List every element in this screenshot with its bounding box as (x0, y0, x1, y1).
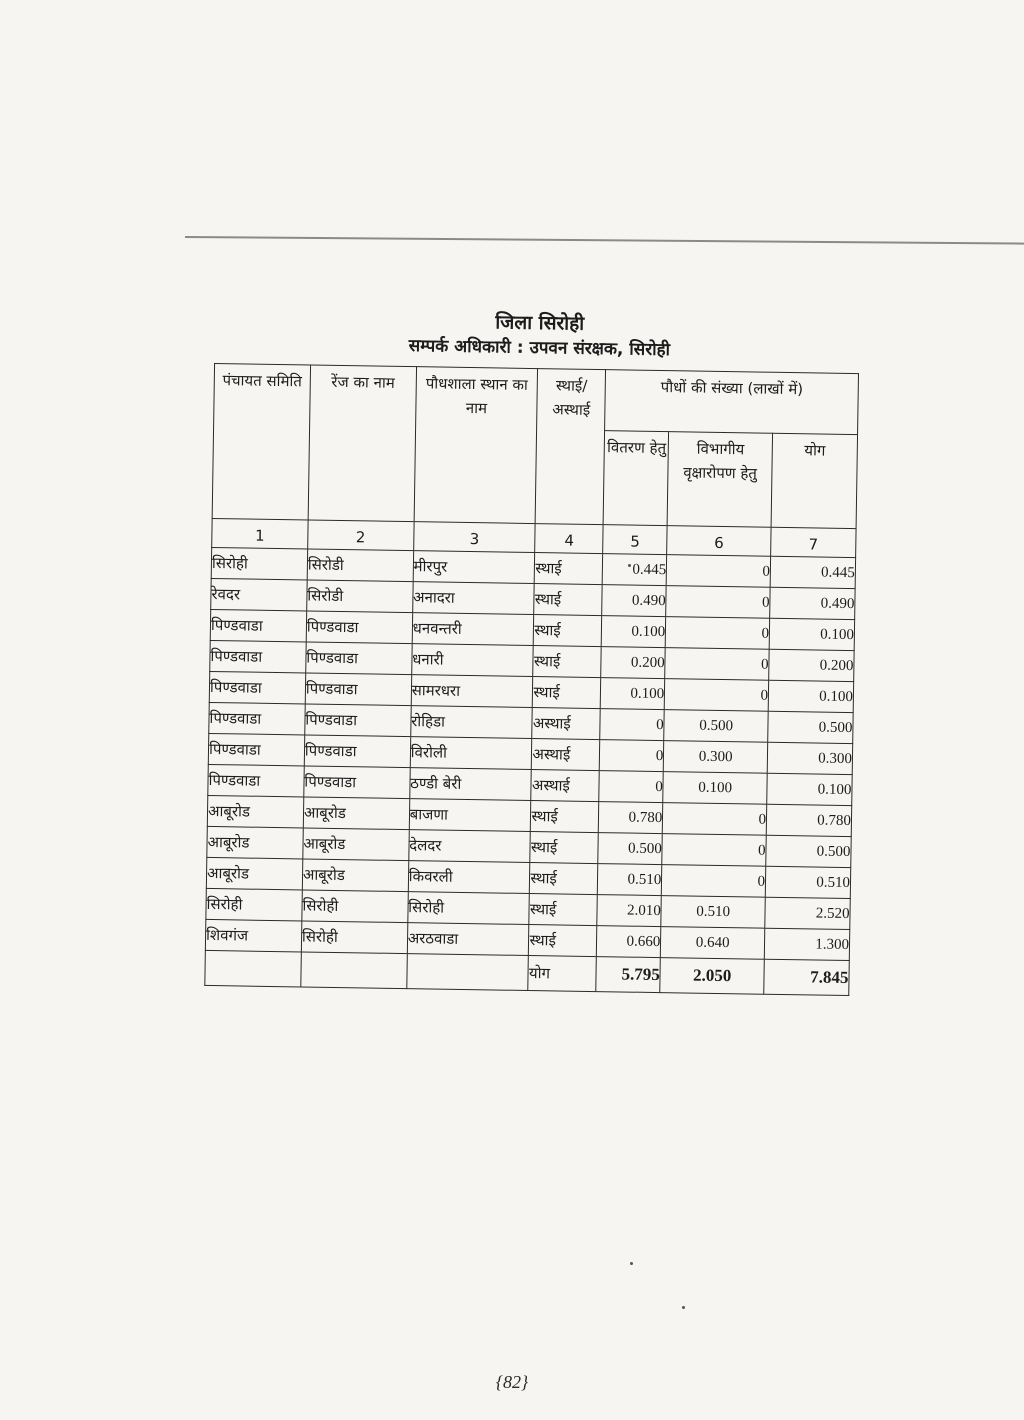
nursery-cell: मीरपुर (413, 551, 535, 584)
totals-label: योग (528, 956, 596, 992)
range-cell: आबूरोड (303, 828, 409, 861)
panchayat-cell: पिण्डवाडा (210, 640, 306, 673)
type-cell: स्थाई (534, 615, 602, 647)
total-cell: 0.445 (770, 556, 855, 588)
panchayat-cell: आबूरोड (207, 795, 303, 828)
departmental-cell: 0.100 (663, 772, 767, 805)
type-cell: स्थाई (530, 832, 598, 864)
empty-cell (205, 950, 301, 987)
departmental-cell: 0 (663, 803, 767, 836)
distribution-cell: 0.500 (598, 833, 662, 865)
grand-total: 7.845 (764, 959, 849, 995)
nursery-cell: किवरली (408, 861, 530, 894)
departmental-cell: 0 (662, 834, 766, 867)
heading-block (214, 305, 865, 365)
range-cell: पिण्डवाडा (304, 766, 410, 799)
departmental-cell: 0 (666, 586, 770, 619)
column-number: 3 (413, 522, 535, 553)
panchayat-cell: पिण्डवाडा (208, 733, 304, 766)
total-cell: 0.510 (765, 866, 850, 898)
panchayat-cell: आबूरोड (207, 826, 303, 859)
distribution-cell: 0.660 (597, 926, 661, 958)
nursery-cell: धनवन्तरी (412, 613, 534, 646)
total-cell: 0.500 (768, 711, 853, 743)
type-cell: स्थाई (530, 863, 598, 895)
total-cell: 2.520 (765, 897, 850, 929)
distribution-cell: 0.510 (598, 864, 662, 896)
panchayat-cell: शिवगंज (205, 919, 301, 952)
nursery-cell: धनारी (411, 644, 533, 677)
type-cell: स्थाई (529, 925, 597, 957)
type-cell: अस्थाई (532, 739, 600, 771)
scan-speck (682, 1306, 685, 1309)
nursery-cell: अनादरा (412, 582, 534, 615)
column-number: 4 (535, 524, 603, 554)
nursery-table (204, 363, 859, 996)
departmental-cell: 0 (664, 679, 768, 712)
departmental-cell: 0.300 (664, 741, 768, 774)
panchayat-cell: पिण्डवाडा (209, 671, 305, 704)
column-number: 1 (212, 518, 308, 549)
scan-speck (630, 1262, 633, 1265)
range-cell: पिण्डवाडा (305, 704, 411, 737)
type-cell: स्थाई (529, 894, 597, 926)
header-distribution: वितरण हेतु (603, 431, 668, 526)
type-cell: स्थाई (533, 646, 601, 678)
nursery-cell: विरोली (410, 737, 532, 770)
departmental-cell: 0 (662, 865, 766, 898)
distribution-cell: 0 (600, 709, 664, 741)
empty-cell (406, 954, 528, 991)
range-cell: पिण्डवाडा (306, 642, 412, 675)
distribution-cell: 2.010 (597, 895, 661, 927)
type-cell: अस्थाई (532, 708, 600, 740)
panchayat-cell: सिरोही (211, 547, 307, 580)
type-cell: स्थाई (531, 801, 599, 833)
nursery-cell: ठण्डी बेरी (409, 768, 531, 801)
header-panchayat: पंचायत समिति (212, 364, 310, 520)
document-sheet (204, 305, 865, 996)
nursery-cell: सिरोही (408, 892, 530, 925)
header-total: योग (771, 433, 857, 528)
header-departmental: विभागीय वृक्षारोपण हेतु (667, 432, 772, 528)
distribution-total: 5.795 (596, 957, 660, 993)
total-cell: 0.100 (768, 680, 853, 712)
page-number: {82} (495, 1372, 529, 1392)
range-cell: सिरोडी (307, 580, 413, 613)
panchayat-cell: पिण्डवाडा (209, 702, 305, 735)
column-number: 2 (308, 520, 414, 551)
nursery-cell: देलदर (408, 830, 530, 863)
distribution-cell: 0.100 (602, 616, 666, 648)
departmental-cell: 0 (665, 648, 769, 681)
distribution-cell: 0 (600, 740, 664, 772)
total-cell: 0.200 (769, 649, 854, 681)
range-cell: आबूरोड (303, 797, 409, 830)
panchayat-cell: सिरोही (206, 888, 302, 921)
distribution-cell: 0.780 (599, 802, 663, 834)
column-number: 5 (603, 525, 667, 555)
nursery-cell: सामरधरा (411, 675, 533, 708)
total-cell: 0.500 (766, 835, 851, 867)
district-title: जिला सिरोही (495, 311, 585, 335)
departmental-cell: 0.500 (664, 710, 768, 743)
departmental-cell: 0 (665, 617, 769, 650)
type-cell: अस्थाई (531, 770, 599, 802)
scan-speck (628, 564, 631, 567)
panchayat-cell: पिण्डवाडा (208, 764, 304, 797)
distribution-cell: 0.200 (601, 647, 665, 679)
column-number: 6 (667, 526, 771, 557)
panchayat-cell: पिण्डवाडा (210, 609, 306, 642)
total-cell: 0.780 (766, 804, 851, 836)
range-cell: सिरोही (302, 890, 408, 923)
total-cell: 0.100 (767, 773, 852, 805)
range-cell: पिण्डवाडा (305, 673, 411, 706)
top-rule-line (185, 236, 1024, 245)
range-cell: पिण्डवाडा (306, 611, 412, 644)
nursery-cell: अरठवाडा (407, 923, 529, 956)
departmental-total: 2.050 (660, 958, 764, 995)
header-nursery: पौधशाला स्थान का नाम (414, 367, 538, 524)
range-cell: सिरोडी (307, 549, 413, 582)
column-number: 7 (771, 527, 856, 557)
total-cell: 0.100 (769, 618, 854, 650)
distribution-cell: 0.490 (602, 585, 666, 617)
departmental-cell: 0.640 (661, 927, 765, 960)
departmental-cell: 0.510 (661, 896, 765, 929)
type-cell: स्थाई (533, 677, 601, 709)
type-cell: स्थाई (534, 584, 602, 616)
empty-cell (301, 952, 407, 989)
contact-officer-title: सम्पर्क अधिकारी : उपवन संरक्षक, सिरोही (408, 336, 671, 361)
range-cell: पिण्डवाडा (304, 735, 410, 768)
header-range: रेंज का नाम (308, 365, 416, 522)
panchayat-cell: आबूरोड (206, 857, 302, 890)
total-cell: 0.490 (770, 587, 855, 619)
nursery-cell: रोहिडा (410, 706, 532, 739)
distribution-cell: 0.100 (601, 678, 665, 710)
distribution-cell: 0.445 (603, 554, 667, 586)
distribution-cell: 0 (599, 771, 663, 803)
type-cell: स्थाई (535, 553, 603, 585)
departmental-cell: 0 (666, 555, 770, 588)
total-cell: 0.300 (767, 742, 852, 774)
range-cell: आबूरोड (302, 859, 408, 892)
range-cell: सिरोही (301, 921, 407, 954)
nursery-cell: बाजणा (409, 799, 531, 832)
total-cell: 1.300 (764, 928, 849, 960)
panchayat-cell: रेवदर (211, 578, 307, 611)
header-plants-count: पौधों की संख्या (लाखों में) (605, 370, 859, 435)
header-type: स्थाई/ अस्थाई (536, 369, 606, 525)
